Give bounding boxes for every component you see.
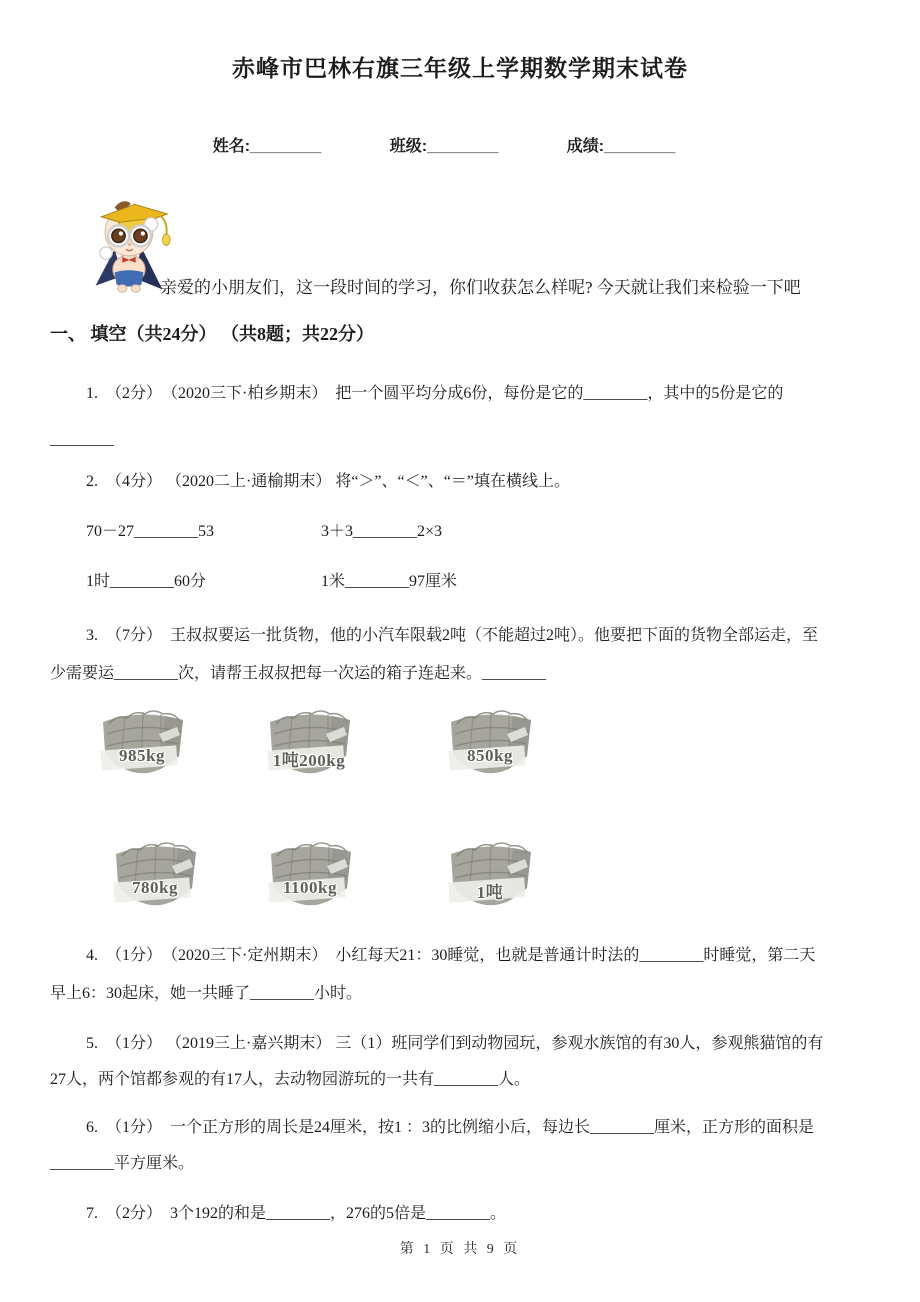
cargo-weight-label: 985kg: [119, 746, 165, 765]
question-6-line-2: ________平方厘米。: [50, 1155, 195, 1172]
score-field: 成绩:________: [566, 138, 676, 155]
cargo-stack-icon: [443, 702, 537, 786]
compare-item: 1米________97厘米: [321, 573, 458, 590]
intro-section: [50, 192, 870, 308]
cargo-stack-icon: [262, 702, 356, 786]
question-5-line-2: 27人，两个馆都参观的有17人，去动物园游玩的一共有________人。: [50, 1071, 531, 1088]
question-3-line-2: 少需要运________次，请帮王叔叔把每一次运的箱子连起来。________: [50, 665, 547, 682]
question-3-line-1: 3. （7分） 王叔叔要运一批货物，他的小汽车限载2吨（不能超过2吨）。他要把下面的货物全部运走，至: [86, 627, 819, 644]
question-4-line-2: 早上6：30起床，她一共睡了________小时。: [50, 985, 363, 1002]
question-1-blank-line: ________: [50, 431, 114, 448]
cargo-box: [262, 702, 356, 786]
cargo-box: [108, 834, 202, 918]
cargo-boxes-row-2: [50, 834, 870, 918]
question-6-line-1: 6. （1分） 一个正方形的周长是24厘米，按1 ：3的比例缩小后，每边长________厘米，正方形的面积是: [86, 1119, 815, 1136]
class-field: 班级:________: [389, 138, 499, 155]
cargo-weight-label: 1100kg: [282, 878, 338, 897]
cargo-stack-icon: [263, 834, 357, 918]
section-1-heading: 一、 填空（共24分） （共8题；共22分）: [50, 324, 374, 344]
cargo-stack-icon: [95, 702, 189, 786]
cargo-weight-label: 850kg: [467, 746, 513, 765]
cargo-boxes-row-1: [50, 702, 870, 786]
question-1-line-1: 1. （2分） （2020三下·柏乡期末） 把一个圆平均分成6份，每份是它的________，其中的5份是它的: [86, 385, 784, 402]
question-2-line-1: 2. （4分） （2020二上·通榆期末） 将“＞”、“＜”、“＝”填在横线上。: [86, 473, 570, 490]
page-title: 赤峰市巴林右旗三年级上学期数学期末试卷: [232, 55, 688, 81]
intro-text: 亲爱的小朋友们，这一段时间的学习，你们收获怎么样呢? 今天就让我们来检验一下吧: [160, 278, 801, 297]
student-info-row: [50, 115, 870, 174]
cargo-box: [443, 702, 537, 786]
question-2-compare-row-2: [50, 570, 870, 594]
question-5-line-1: 5. （1分） （2019三上·嘉兴期末） 三（1）班同学们到动物园玩，参观水族馆的有30人，参观熊猫馆的有: [86, 1035, 824, 1052]
cargo-box: [263, 834, 357, 918]
question-7-line-1: 7. （2分） 3个192的和是________，276的5倍是________。: [86, 1205, 507, 1222]
cargo-stack-icon: [443, 834, 537, 918]
cargo-box: [95, 702, 189, 786]
cargo-weight-label: 1吨: [476, 883, 504, 902]
page-footer: 第 1 页 共 9 页: [399, 1242, 521, 1257]
cargo-stack-icon: [108, 834, 202, 918]
compare-item: 3＋3________2×3: [321, 523, 443, 540]
cargo-weight-label: 1吨200kg: [272, 751, 346, 770]
compare-item: 1时________60分: [86, 573, 207, 590]
question-4-line-1: 4. （1分） （2020三下·定州期末） 小红每天21：30睡觉，也就是普通计时法的________时睡觉，第二天: [86, 947, 816, 964]
cargo-weight-label: 780kg: [132, 878, 178, 897]
compare-item: 70－27________53: [86, 523, 215, 540]
question-2-compare-row-1: [50, 520, 870, 544]
cargo-box: [443, 834, 537, 918]
name-field: 姓名:________: [212, 138, 322, 155]
